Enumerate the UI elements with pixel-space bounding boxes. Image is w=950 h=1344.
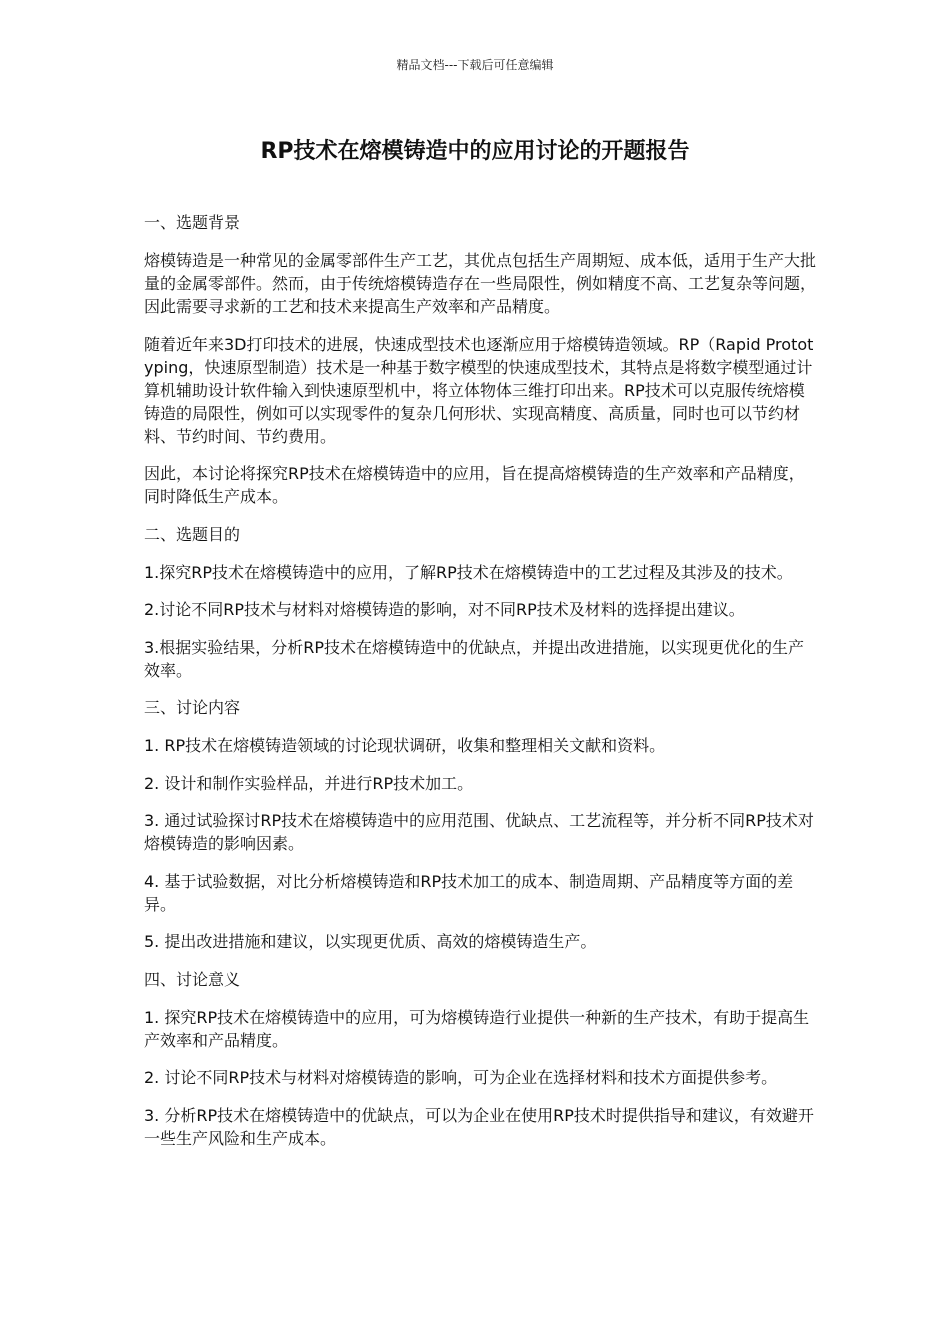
list-item: 3. 通过试验探讨RP技术在熔模铸造中的应用范围、优缺点、工艺流程等，并分析不同RP技术对熔模铸造的影响因素。 xyxy=(144,811,814,853)
list-item: 1. 探究RP技术在熔模铸造中的应用，可为熔模铸造行业提供一种新的生产技术，有助于提高生产效率和产品精度。 xyxy=(144,1007,810,1050)
paragraph: 随着近年来3D打印技术的进展，快速成型技术也逐渐应用于熔模铸造领域。RP（Rapid Prototyping，快速原型制造）技术是一种基于数字模型的快速成型技术，其特点是将数字模型通过计算机辅助设计软件输入到快速原型机中，将立体物体三维打印出来。RP技术可以克服传统熔模铸造的局限性，例如可以实现零件的复杂几何形状、实现高精度、高质量，同时也可以节约材料、节约时间、节约费用。 xyxy=(144,334,814,446)
list-item: 2. 讨论不同RP技术与材料对熔模铸造的影响，可为企业在选择材料和技术方面提供参考。 xyxy=(144,1068,778,1087)
page-header: 精品文档---下载后可任意编辑 xyxy=(396,58,554,72)
section-heading-content: 三、讨论内容 xyxy=(144,698,241,717)
list-item: 3. 分析RP技术在熔模铸造中的优缺点，可以为企业在使用RP技术时提供指导和建议，有效避开一些生产风险和生产成本。 xyxy=(144,1105,814,1148)
paragraph: 熔模铸造是一种常见的金属零部件生产工艺，其优点包括生产周期短、成本低，适用于生产大批量的金属零部件。然而，由于传统熔模铸造存在一些局限性，例如精度不高、工艺复杂等问题，因此需要寻求新的工艺和技术来提高生产效率和产品精度。 xyxy=(144,251,817,316)
paragraph: 因此，本讨论将探究RP技术在熔模铸造中的应用，旨在提高熔模铸造的生产效率和产品精度，同时降低生产成本。 xyxy=(144,464,805,506)
list-item: 3.根据实验结果，分析RP技术在熔模铸造中的优缺点，并提出改进措施，以实现更优化的生产效率。 xyxy=(144,637,805,680)
list-item: 4. 基于试验数据，对比分析熔模铸造和RP技术加工的成本、制造周期、产品精度等方面的差异。 xyxy=(144,871,794,914)
list-item: 5. 提出改进措施和建议，以实现更优质、高效的熔模铸造生产。 xyxy=(144,932,597,951)
document-title: RP技术在熔模铸造中的应用讨论的开题报告 xyxy=(260,139,690,164)
list-item: 2.讨论不同RP技术与材料对熔模铸造的影响，对不同RP技术及材料的选择提出建议。 xyxy=(144,600,745,619)
section-heading-background: 一、选题背景 xyxy=(144,213,241,232)
document-body xyxy=(144,211,820,1164)
list-item: 1.探究RP技术在熔模铸造中的应用，了解RP技术在熔模铸造中的工艺过程及其涉及的技术。 xyxy=(144,562,793,582)
list-item: 2. 设计和制作实验样品，并进行RP技术加工。 xyxy=(144,773,474,793)
section-heading-significance: 四、讨论意义 xyxy=(144,969,241,989)
section-heading-purpose: 二、选题目的 xyxy=(144,524,241,544)
list-item: 1. RP技术在熔模铸造领域的讨论现状调研，收集和整理相关文献和资料。 xyxy=(144,736,666,755)
